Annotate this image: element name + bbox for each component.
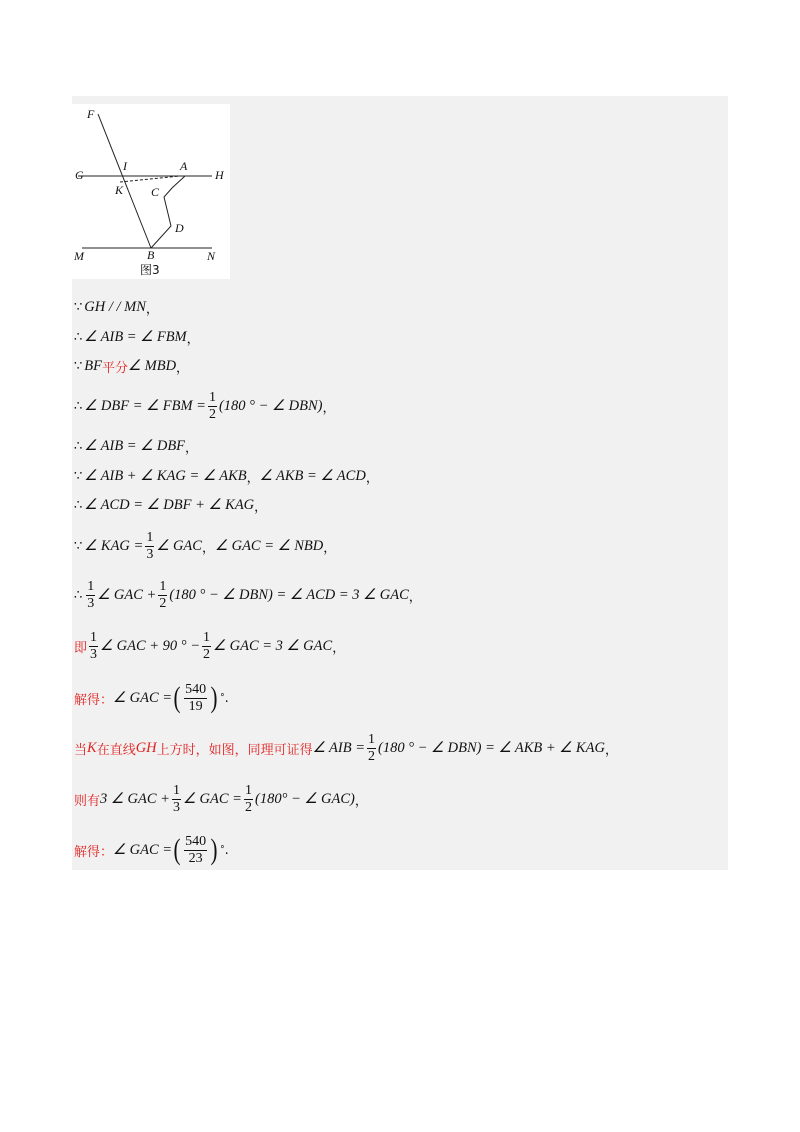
punct: ， — [254, 499, 268, 515]
expr-a: ∠ GAC + 90 ° − — [100, 637, 201, 654]
label-N: N — [207, 249, 216, 263]
fraction — [367, 732, 376, 765]
fraction-denominator: 3 — [90, 646, 98, 662]
degree-sign: ° — [220, 693, 225, 703]
expr-a: ∠ GAC = — [113, 689, 173, 706]
fraction-denominator: 2 — [244, 799, 252, 815]
expr-a: ∠ GAC + — [97, 586, 157, 603]
figure-caption: 图3 — [140, 263, 160, 277]
separator: ， — [246, 470, 260, 486]
line-12 — [74, 724, 618, 772]
line-6 — [74, 461, 379, 491]
fraction — [184, 834, 207, 867]
fraction — [86, 579, 95, 612]
expr-a: 3 ∠ GAC + — [100, 790, 170, 807]
right-paren: ) — [210, 681, 218, 714]
solution-panel — [72, 96, 728, 870]
label-I: I — [123, 159, 127, 173]
punct: ， — [323, 540, 337, 556]
label-G: G — [75, 168, 84, 182]
fraction — [89, 630, 98, 663]
punct: ， — [332, 640, 346, 656]
label-H: H — [215, 168, 224, 182]
punct: ， — [354, 793, 368, 809]
expr-b: ∠ MBD — [128, 357, 177, 374]
red-text: 平分 — [102, 360, 129, 376]
therefore-symbol: ∴ — [74, 329, 83, 345]
fraction — [184, 682, 207, 715]
fraction — [202, 630, 211, 663]
punct: ， — [145, 301, 159, 317]
expr: ∠ AIB = ∠ FBM — [84, 328, 187, 345]
because-symbol: ∵ — [74, 358, 83, 374]
fraction-denominator: 19 — [188, 698, 203, 714]
fraction-denominator: 3 — [172, 799, 180, 815]
red-text-2: 在直线 — [96, 742, 136, 758]
fraction-numerator: 1 — [159, 578, 167, 594]
line-7 — [74, 490, 267, 520]
fraction-numerator: 540 — [185, 833, 207, 849]
fraction-denominator: 3 — [146, 546, 154, 562]
line-9 — [74, 571, 422, 619]
label-M: M — [74, 249, 84, 263]
label-K: K — [115, 183, 124, 197]
fraction — [172, 783, 181, 816]
line-3 — [74, 351, 189, 381]
fraction-numerator: 540 — [185, 681, 207, 697]
red-text: 解得： — [74, 692, 114, 708]
expr-b: (180 ° − ∠ DBN) = ∠ AKB + ∠ KAG — [378, 739, 605, 756]
red-text-1: 当 — [74, 742, 88, 758]
fraction-numerator: 1 — [244, 782, 252, 798]
expr-c: (180° − ∠ GAC) — [254, 790, 355, 807]
label-C: C — [151, 185, 160, 199]
fraction-numerator: 1 — [87, 578, 95, 594]
fraction-numerator: 1 — [368, 731, 375, 747]
line-14 — [74, 825, 229, 875]
fraction-denominator: 2 — [368, 748, 375, 764]
therefore-symbol: ∴ — [74, 438, 83, 454]
fraction — [244, 783, 253, 816]
fraction — [208, 390, 217, 423]
red-text: 即 — [74, 640, 88, 656]
fraction — [145, 530, 154, 563]
expr-c: ∠ GAC = ∠ NBD — [214, 537, 324, 554]
expr: GH / / MN — [84, 298, 146, 315]
red-text: 则有 — [74, 793, 101, 809]
because-symbol: ∵ — [74, 299, 83, 315]
label-A: A — [180, 159, 188, 173]
punct: ， — [186, 331, 200, 347]
punct: ， — [365, 470, 379, 486]
because-symbol: ∵ — [74, 468, 83, 484]
label-D: D — [175, 221, 184, 235]
punct: ， — [176, 360, 190, 376]
therefore-symbol: ∴ — [74, 398, 83, 414]
line-gh: GH — [135, 739, 157, 756]
fraction-denominator: 3 — [87, 595, 95, 611]
line-2 — [74, 322, 200, 352]
label-B: B — [147, 248, 155, 262]
because-symbol: ∵ — [74, 538, 83, 554]
fraction-denominator: 23 — [188, 850, 203, 866]
fraction-numerator: 1 — [208, 389, 216, 405]
fraction-denominator: 2 — [208, 406, 216, 422]
red-text: 解得： — [74, 844, 114, 860]
figure-diagram — [72, 104, 230, 279]
expr-b: (180 ° − ∠ DBN) = ∠ ACD = 3 ∠ GAC — [169, 586, 409, 603]
degree-sign: ° — [220, 845, 225, 855]
fraction-numerator: 1 — [172, 782, 180, 798]
fraction-numerator: 1 — [90, 629, 98, 645]
expr-b: ∠ AKB = ∠ ACD — [259, 467, 366, 484]
fraction-denominator: 2 — [159, 595, 167, 611]
therefore-symbol: ∴ — [74, 497, 83, 513]
fraction-denominator: 2 — [203, 646, 211, 662]
expr-b: ∠ GAC — [156, 537, 202, 554]
expr-b: ∠ GAC = 3 ∠ GAC — [213, 637, 333, 654]
fraction-numerator: 1 — [146, 529, 154, 545]
left-paren: ( — [173, 681, 181, 714]
therefore-symbol: ∴ — [74, 587, 83, 603]
expr-a: ∠ AIB = — [312, 739, 365, 756]
line-10 — [74, 622, 345, 670]
punct: . — [224, 690, 229, 706]
line-5 — [74, 431, 198, 461]
expr-a: ∠ AIB + ∠ KAG = ∠ AKB — [84, 467, 247, 484]
left-paren: ( — [173, 833, 181, 866]
expr-b: ∠ GAC = — [182, 790, 242, 807]
expr-a: ∠ GAC = — [113, 841, 173, 858]
point-k: K — [87, 739, 97, 756]
expr-a: ∠ KAG = — [84, 537, 144, 554]
geometry-figure — [72, 104, 230, 279]
line-1 — [74, 292, 159, 322]
line-11 — [74, 673, 229, 723]
fraction-numerator: 1 — [203, 629, 211, 645]
punct: . — [224, 842, 229, 858]
punct: ， — [604, 742, 618, 758]
expr-a: ∠ DBF = ∠ FBM = — [84, 397, 206, 414]
expr: ∠ ACD = ∠ DBF + ∠ KAG — [84, 496, 255, 513]
punct: ， — [185, 440, 199, 456]
expr: ∠ AIB = ∠ DBF — [84, 437, 186, 454]
line-4 — [74, 382, 335, 430]
line-13 — [74, 775, 368, 823]
punct: ， — [322, 400, 336, 416]
right-paren: ) — [210, 833, 218, 866]
line-8 — [74, 522, 336, 570]
red-text-3: 上方时，如图，同理可证得 — [156, 742, 313, 758]
label-F: F — [87, 107, 95, 121]
separator: ， — [201, 540, 215, 556]
fraction — [158, 579, 167, 612]
expr-a: BF — [84, 357, 102, 374]
punct: ， — [408, 589, 422, 605]
expr-b: (180 ° − ∠ DBN) — [218, 397, 323, 414]
